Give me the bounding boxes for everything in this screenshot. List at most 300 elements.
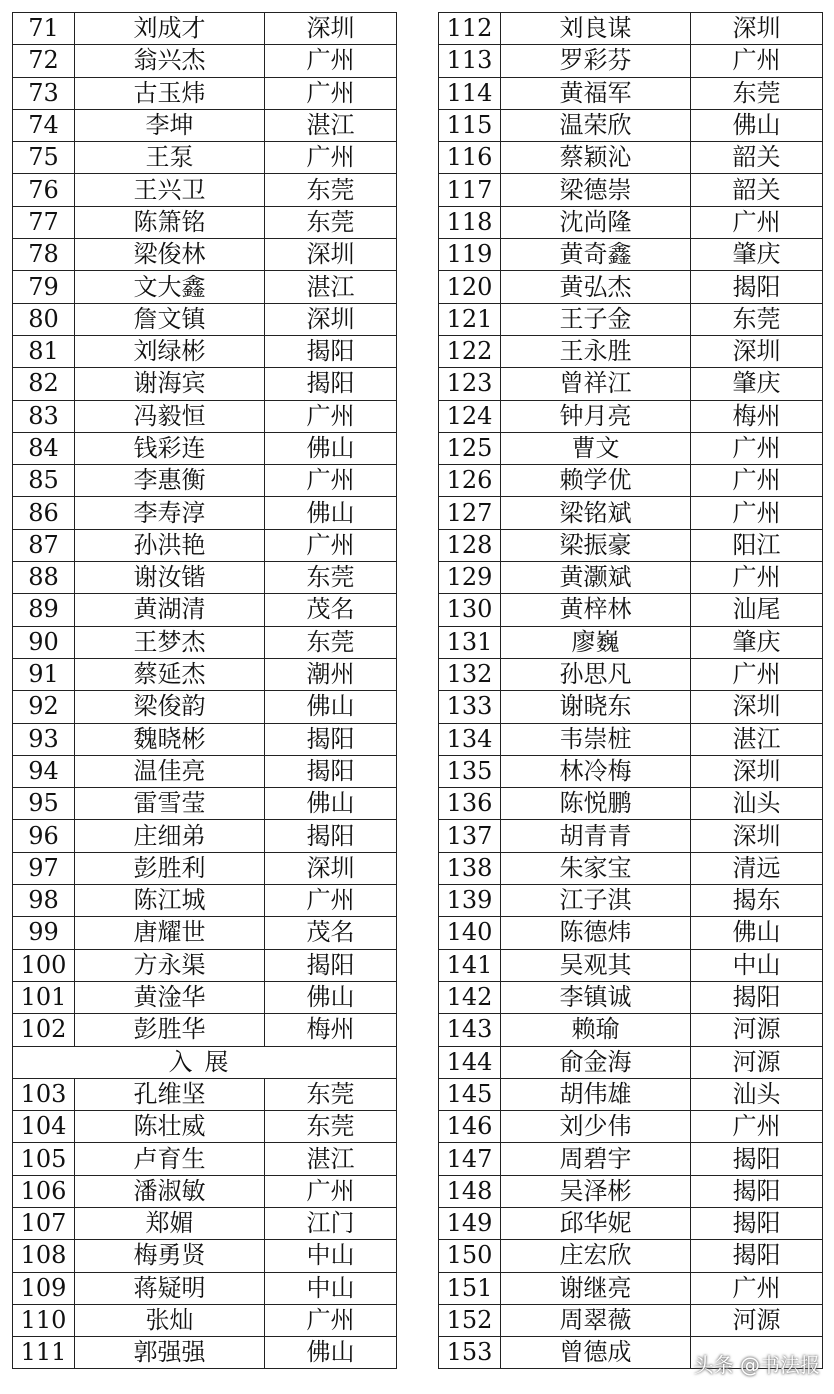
person-name: 魏晓彬 [75, 723, 265, 755]
table-row [439, 1240, 823, 1272]
table-row [439, 1175, 823, 1207]
person-name: 邱华妮 [501, 1207, 691, 1239]
table-row [13, 529, 397, 561]
table-row [13, 497, 397, 529]
person-name: 温佳亮 [75, 755, 265, 787]
row-number: 92 [13, 691, 75, 723]
person-name: 胡青青 [501, 820, 691, 852]
row-number: 109 [13, 1272, 75, 1304]
table-row [439, 206, 823, 238]
table-row [439, 626, 823, 658]
row-number: 139 [439, 885, 501, 917]
person-name: 梁俊林 [75, 239, 265, 271]
table-row [439, 1207, 823, 1239]
person-name: 黄奇鑫 [501, 239, 691, 271]
city-name: 阳江 [691, 529, 823, 561]
person-name: 谢晓东 [501, 691, 691, 723]
table-row [439, 400, 823, 432]
table-row [13, 626, 397, 658]
person-name: 庄细弟 [75, 820, 265, 852]
row-number: 77 [13, 206, 75, 238]
row-number: 135 [439, 755, 501, 787]
city-name: 梅州 [265, 1014, 397, 1046]
table-row [439, 1304, 823, 1336]
city-name: 中山 [265, 1240, 397, 1272]
section-row [13, 1046, 397, 1078]
city-name: 揭阳 [691, 271, 823, 303]
table-row [13, 109, 397, 141]
row-number: 140 [439, 917, 501, 949]
city-name: 揭阳 [691, 1143, 823, 1175]
row-number: 132 [439, 658, 501, 690]
table-row [13, 432, 397, 464]
person-name: 李镇诚 [501, 981, 691, 1013]
row-number: 91 [13, 658, 75, 690]
table-row [439, 1111, 823, 1143]
row-number: 90 [13, 626, 75, 658]
person-name: 廖巍 [501, 626, 691, 658]
row-number: 85 [13, 465, 75, 497]
person-name: 翁兴杰 [75, 45, 265, 77]
person-name: 黄福军 [501, 77, 691, 109]
person-name: 王子金 [501, 303, 691, 335]
person-name: 温荣欣 [501, 109, 691, 141]
person-name: 郑媚 [75, 1207, 265, 1239]
table-row [439, 142, 823, 174]
city-name: 佛山 [265, 788, 397, 820]
city-name: 东莞 [691, 77, 823, 109]
table-row [13, 820, 397, 852]
city-name: 湛江 [265, 271, 397, 303]
row-number: 86 [13, 497, 75, 529]
row-number: 137 [439, 820, 501, 852]
row-number: 112 [439, 13, 501, 45]
person-name: 黄湖清 [75, 594, 265, 626]
person-name: 梁铭斌 [501, 497, 691, 529]
row-number: 97 [13, 852, 75, 884]
table-row [439, 432, 823, 464]
table-row [13, 788, 397, 820]
city-name: 深圳 [265, 239, 397, 271]
city-name: 广州 [265, 45, 397, 77]
city-name: 揭阳 [691, 981, 823, 1013]
city-name: 江门 [265, 1207, 397, 1239]
row-number: 107 [13, 1207, 75, 1239]
row-number: 146 [439, 1111, 501, 1143]
row-number: 119 [439, 239, 501, 271]
table-row [13, 1337, 397, 1369]
row-number: 121 [439, 303, 501, 335]
table-row [13, 852, 397, 884]
person-name: 郭强强 [75, 1337, 265, 1369]
city-name: 广州 [265, 465, 397, 497]
city-name: 深圳 [691, 335, 823, 367]
row-number: 125 [439, 432, 501, 464]
person-name: 梅勇贤 [75, 1240, 265, 1272]
person-name: 冯毅恒 [75, 400, 265, 432]
row-number: 144 [439, 1046, 501, 1078]
row-number: 73 [13, 77, 75, 109]
table-row [13, 658, 397, 690]
person-name: 胡伟雄 [501, 1078, 691, 1110]
person-name: 曾德成 [501, 1337, 691, 1369]
person-name: 詹文镇 [75, 303, 265, 335]
city-name: 汕头 [691, 788, 823, 820]
table-row [13, 755, 397, 787]
row-number: 115 [439, 109, 501, 141]
city-name: 肇庆 [691, 239, 823, 271]
row-number: 123 [439, 368, 501, 400]
person-name: 刘成才 [75, 13, 265, 45]
table-row [439, 497, 823, 529]
table-row [439, 1078, 823, 1110]
city-name: 深圳 [691, 691, 823, 723]
row-number: 130 [439, 594, 501, 626]
city-name: 揭阳 [265, 368, 397, 400]
city-name: 深圳 [691, 13, 823, 45]
table-row [439, 239, 823, 271]
person-name: 陈箫铭 [75, 206, 265, 238]
row-number: 80 [13, 303, 75, 335]
table-row [439, 45, 823, 77]
city-name: 深圳 [265, 303, 397, 335]
table-row [439, 917, 823, 949]
city-name: 广州 [265, 77, 397, 109]
row-number: 150 [439, 1240, 501, 1272]
person-name: 黄淦华 [75, 981, 265, 1013]
city-name: 深圳 [265, 13, 397, 45]
person-name: 俞金海 [501, 1046, 691, 1078]
table-row [13, 142, 397, 174]
table-row [13, 885, 397, 917]
person-name: 彭胜华 [75, 1014, 265, 1046]
city-name: 佛山 [265, 497, 397, 529]
city-name: 揭东 [691, 885, 823, 917]
table-row [13, 691, 397, 723]
table-row [439, 562, 823, 594]
person-name: 吴观其 [501, 949, 691, 981]
table-row [439, 13, 823, 45]
city-name: 清远 [691, 852, 823, 884]
row-number: 78 [13, 239, 75, 271]
city-name: 东莞 [265, 206, 397, 238]
person-name: 周翠薇 [501, 1304, 691, 1336]
city-name: 深圳 [691, 755, 823, 787]
table-row [439, 723, 823, 755]
city-name: 广州 [265, 885, 397, 917]
table-row [439, 1272, 823, 1304]
table-row [13, 1143, 397, 1175]
table-row [13, 335, 397, 367]
person-name: 朱家宝 [501, 852, 691, 884]
row-number: 98 [13, 885, 75, 917]
section-label: 入展 [13, 1046, 397, 1078]
table-row [439, 820, 823, 852]
table-row [13, 368, 397, 400]
table-row [13, 13, 397, 45]
person-name: 张灿 [75, 1304, 265, 1336]
row-number: 120 [439, 271, 501, 303]
city-name: 中山 [691, 949, 823, 981]
city-name: 中山 [265, 1272, 397, 1304]
city-name: 揭阳 [265, 335, 397, 367]
row-number: 151 [439, 1272, 501, 1304]
city-name: 广州 [691, 497, 823, 529]
table-row [13, 206, 397, 238]
row-number: 117 [439, 174, 501, 206]
person-name: 刘良谋 [501, 13, 691, 45]
row-number: 106 [13, 1175, 75, 1207]
row-number: 103 [13, 1078, 75, 1110]
table-row [13, 77, 397, 109]
person-name: 李寿淳 [75, 497, 265, 529]
left-top-rows [13, 13, 397, 1047]
row-number: 81 [13, 335, 75, 367]
row-number: 105 [13, 1143, 75, 1175]
row-number: 124 [439, 400, 501, 432]
row-number: 94 [13, 755, 75, 787]
table-row [13, 1078, 397, 1110]
row-number: 102 [13, 1014, 75, 1046]
row-number: 128 [439, 529, 501, 561]
table-row [439, 368, 823, 400]
row-number: 142 [439, 981, 501, 1013]
person-name: 蒋疑明 [75, 1272, 265, 1304]
row-number: 118 [439, 206, 501, 238]
row-number: 110 [13, 1304, 75, 1336]
person-name: 孙洪艳 [75, 529, 265, 561]
row-number: 147 [439, 1143, 501, 1175]
table-row [13, 1014, 397, 1046]
row-number: 141 [439, 949, 501, 981]
table-row [439, 755, 823, 787]
city-name: 佛山 [691, 109, 823, 141]
right-rows [439, 13, 823, 1369]
table-row [13, 174, 397, 206]
city-name: 佛山 [265, 432, 397, 464]
person-name: 钟月亮 [501, 400, 691, 432]
person-name: 唐耀世 [75, 917, 265, 949]
city-name: 佛山 [265, 1337, 397, 1369]
city-name: 广州 [691, 1111, 823, 1143]
row-number: 133 [439, 691, 501, 723]
table-row [439, 271, 823, 303]
row-number: 111 [13, 1337, 75, 1369]
person-name: 李惠衡 [75, 465, 265, 497]
person-name: 孔维坚 [75, 1078, 265, 1110]
table-row [439, 658, 823, 690]
city-name: 河源 [691, 1014, 823, 1046]
person-name: 吴泽彬 [501, 1175, 691, 1207]
city-name: 广州 [691, 1272, 823, 1304]
city-name: 肇庆 [691, 368, 823, 400]
city-name: 揭阳 [691, 1207, 823, 1239]
row-number: 113 [439, 45, 501, 77]
city-name: 广州 [265, 400, 397, 432]
table-row [439, 949, 823, 981]
table-row [13, 1304, 397, 1336]
table-row [13, 400, 397, 432]
table-row [13, 981, 397, 1013]
person-name: 蔡延杰 [75, 658, 265, 690]
row-number: 75 [13, 142, 75, 174]
person-name: 周碧宇 [501, 1143, 691, 1175]
city-name: 汕头 [691, 1078, 823, 1110]
person-name: 江子淇 [501, 885, 691, 917]
table-row [439, 1014, 823, 1046]
table-row [13, 239, 397, 271]
person-name: 赖瑜 [501, 1014, 691, 1046]
table-row [439, 1143, 823, 1175]
row-number: 149 [439, 1207, 501, 1239]
table-row [13, 271, 397, 303]
city-name: 广州 [691, 562, 823, 594]
city-name: 广州 [691, 658, 823, 690]
row-number: 84 [13, 432, 75, 464]
city-name: 广州 [265, 1304, 397, 1336]
city-name: 潮州 [265, 658, 397, 690]
table-row [439, 691, 823, 723]
city-name: 梅州 [691, 400, 823, 432]
row-number: 72 [13, 45, 75, 77]
person-name: 曹文 [501, 432, 691, 464]
row-number: 116 [439, 142, 501, 174]
city-name: 深圳 [691, 820, 823, 852]
person-name: 赖学优 [501, 465, 691, 497]
row-number: 95 [13, 788, 75, 820]
city-name: 韶关 [691, 174, 823, 206]
city-name: 广州 [691, 45, 823, 77]
row-number: 145 [439, 1078, 501, 1110]
city-name: 揭阳 [265, 820, 397, 852]
row-number: 143 [439, 1014, 501, 1046]
table-row [439, 109, 823, 141]
row-number: 89 [13, 594, 75, 626]
city-name: 广州 [265, 529, 397, 561]
city-name: 揭阳 [265, 755, 397, 787]
person-name: 罗彩芬 [501, 45, 691, 77]
person-name: 梁德崇 [501, 174, 691, 206]
row-number: 153 [439, 1337, 501, 1369]
table-row [439, 1046, 823, 1078]
person-name: 黄灏斌 [501, 562, 691, 594]
row-number: 83 [13, 400, 75, 432]
person-name: 孙思凡 [501, 658, 691, 690]
city-name: 韶关 [691, 142, 823, 174]
city-name: 东莞 [265, 626, 397, 658]
person-name: 方永渠 [75, 949, 265, 981]
row-number: 129 [439, 562, 501, 594]
person-name: 刘少伟 [501, 1111, 691, 1143]
table-row [439, 77, 823, 109]
row-number: 136 [439, 788, 501, 820]
table-row [439, 981, 823, 1013]
city-name: 湛江 [265, 109, 397, 141]
city-name: 河源 [691, 1304, 823, 1336]
person-name: 梁振豪 [501, 529, 691, 561]
watermark: 头条 @书法报 [693, 1353, 820, 1377]
table-row [13, 1175, 397, 1207]
person-name: 陈悦鹏 [501, 788, 691, 820]
city-name: 揭阳 [265, 949, 397, 981]
city-name: 茂名 [265, 594, 397, 626]
city-name: 东莞 [265, 562, 397, 594]
city-name: 肇庆 [691, 626, 823, 658]
row-number: 100 [13, 949, 75, 981]
city-name: 佛山 [265, 981, 397, 1013]
person-name: 陈壮威 [75, 1111, 265, 1143]
person-name: 陈江城 [75, 885, 265, 917]
city-name: 东莞 [265, 1111, 397, 1143]
row-number: 71 [13, 13, 75, 45]
person-name: 潘淑敏 [75, 1175, 265, 1207]
row-number: 76 [13, 174, 75, 206]
table-row [13, 465, 397, 497]
section-divider [13, 1046, 397, 1078]
person-name: 古玉炜 [75, 77, 265, 109]
person-name: 王兴卫 [75, 174, 265, 206]
table-row [439, 885, 823, 917]
city-name: 揭阳 [691, 1175, 823, 1207]
table-row [439, 788, 823, 820]
table-row [439, 465, 823, 497]
city-name: 深圳 [265, 852, 397, 884]
person-name: 韦崇桩 [501, 723, 691, 755]
table-row [13, 949, 397, 981]
person-name: 王泵 [75, 142, 265, 174]
table-row [439, 174, 823, 206]
person-name: 彭胜利 [75, 852, 265, 884]
row-number: 108 [13, 1240, 75, 1272]
person-name: 卢育生 [75, 1143, 265, 1175]
city-name: 佛山 [265, 691, 397, 723]
table-row [13, 1240, 397, 1272]
row-number: 104 [13, 1111, 75, 1143]
person-name: 谢继亮 [501, 1272, 691, 1304]
row-number: 148 [439, 1175, 501, 1207]
city-name: 广州 [691, 432, 823, 464]
table-row [13, 1272, 397, 1304]
person-name: 梁俊韵 [75, 691, 265, 723]
row-number: 126 [439, 465, 501, 497]
row-number: 138 [439, 852, 501, 884]
city-name: 广州 [265, 142, 397, 174]
person-name: 曾祥江 [501, 368, 691, 400]
table-row [13, 562, 397, 594]
row-number: 74 [13, 109, 75, 141]
table-row [13, 1207, 397, 1239]
table-row [13, 303, 397, 335]
row-number: 114 [439, 77, 501, 109]
row-number: 82 [13, 368, 75, 400]
row-number: 127 [439, 497, 501, 529]
row-number: 134 [439, 723, 501, 755]
table-row [439, 335, 823, 367]
table-row [13, 45, 397, 77]
table-row [13, 594, 397, 626]
row-number: 96 [13, 820, 75, 852]
left-bottom-rows [13, 1078, 397, 1369]
person-name: 王永胜 [501, 335, 691, 367]
row-number: 87 [13, 529, 75, 561]
city-name: 东莞 [265, 174, 397, 206]
row-number: 88 [13, 562, 75, 594]
city-name: 广州 [265, 1175, 397, 1207]
person-name: 陈德炜 [501, 917, 691, 949]
city-name: 茂名 [265, 917, 397, 949]
city-name: 揭阳 [265, 723, 397, 755]
person-name: 刘绿彬 [75, 335, 265, 367]
